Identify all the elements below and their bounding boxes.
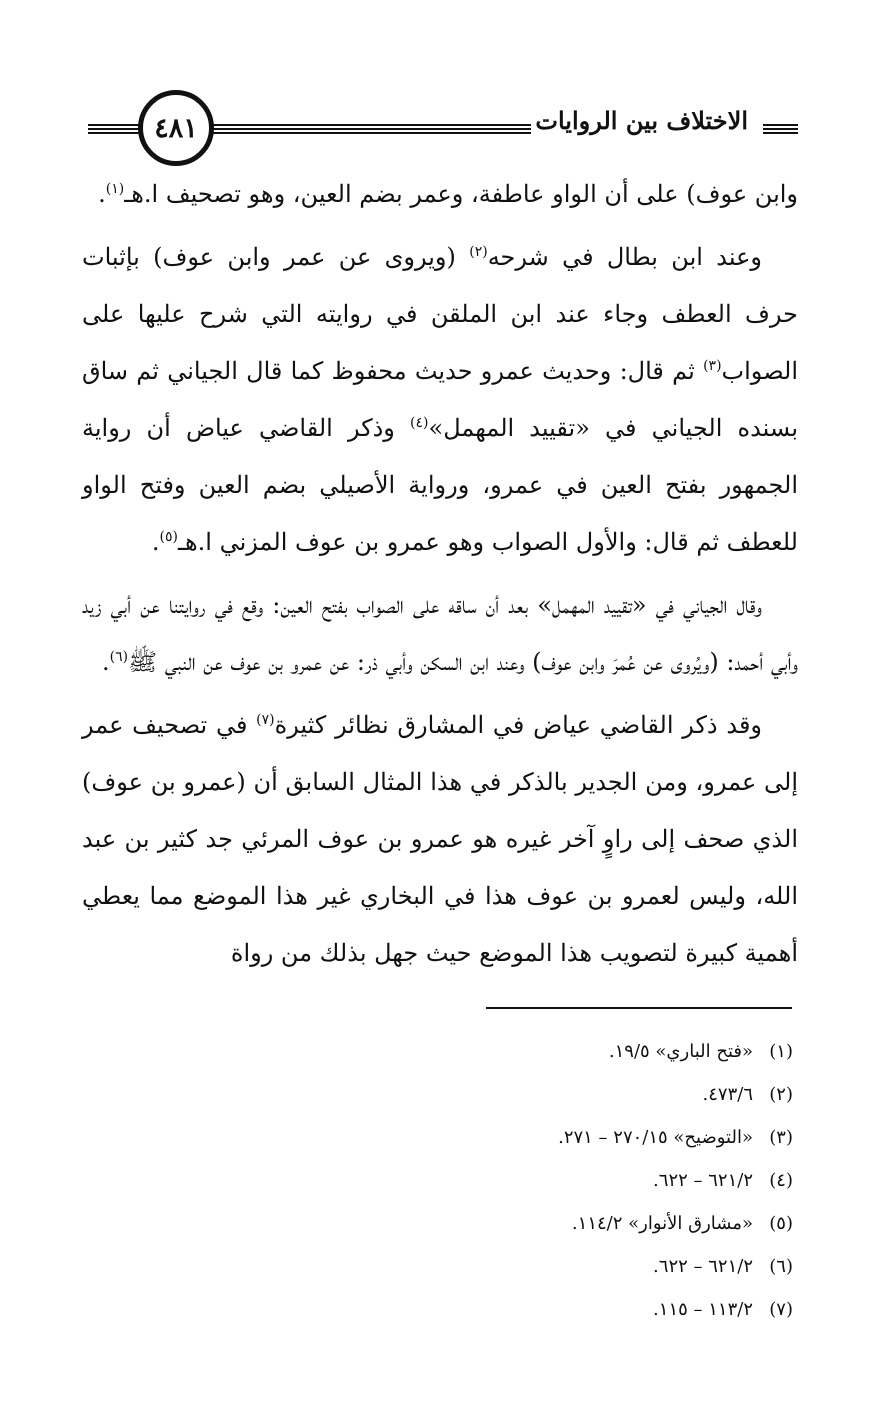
footnote-item [293,1159,793,1202]
footnote-number: (١) [769,1041,793,1062]
footnote-text: ٦٢١/٢ – ٦٢٢. [653,1170,753,1191]
text-segment: وعند ابن بطال في شرحه [487,243,762,271]
text-segment: وقد ذكر القاضي عياض في المشارق نظائر كثيرة [274,711,762,739]
footnote-item [293,1202,793,1245]
text-segment: في تصحيف عمر إلى عمرو، ومن الجدير بالذكر في هذا المثال السابق أن (عمرو بن عوف) الذي صحف إلى راوٍ آخر غيره هو عمرو بن عوف المرئي جد كثير بن عبد الله، وليس لعمرو بن عوف هذا في البخاري غير هذا الموضع مما يعطي أهمية كبيرة لتصويب هذا الموضع حيث جهل بذلك من رواة [82,711,798,967]
footnote-ref[interactable]: (٦) [109,649,129,665]
paragraph-3 [82,577,798,691]
text-segment: . [101,648,110,676]
footnote-text: «فتح الباري» ١٩/٥. [608,1041,753,1062]
footnote-text: «التوضيح» ٢٧٠/١٥ – ٢٧١. [558,1127,753,1148]
text-segment: ثم قال: وحديث عمرو حديث محفوظ كما قال الجياني ثم ساق بسنده الجياني في «تقييد المهمل» [82,357,799,442]
text-segment: . [98,180,106,208]
header-rule-left [88,124,140,134]
footnote-ref[interactable]: (٧) [256,712,275,728]
text-segment: وذكر القاضي عياض أن رواية الجمهور بفتح العين في عمرو، ورواية الأصيلي بضم العين وفتح الواو للعطف ثم قال: والأول الصواب وهو عمرو بن عوف المزني ا.هـ [82,414,798,556]
text-segment: وقال الجياني في «تقييد المهمل» بعد أن ساقه على الصواب بفتح العين: وقع في روايتنا عن أبي زيد وأبي أحمد: (ويُروى عن عُمرَ وابن عوف) وعند ابن السكن وأبي ذر: عن عمرو بن عوف عن النبي ﷺ [82,591,798,676]
footnote-number: (٣) [769,1127,793,1148]
paragraph-4 [82,697,798,982]
footnote-item [293,1116,793,1159]
footnote-number: (٤) [769,1170,793,1191]
footnote-text: ٤٧٣/٦. [702,1084,753,1105]
text-segment: (ويروى عن عمر وابن عوف) بإثبات حرف العطف وجاء عند ابن الملقن في روايته التي شرح عليها على الصواب [82,243,799,385]
paragraph-1 [82,166,798,223]
footnote-ref[interactable]: (١) [105,181,125,197]
footnote-number: (٧) [769,1299,793,1320]
footnote-ref[interactable]: (٣) [703,358,722,374]
footnote-item [293,1288,793,1331]
footnote-separator [486,1007,792,1009]
header-rule-right [763,124,798,134]
footnote-item [293,1073,793,1116]
footnote-ref[interactable]: (٤) [410,415,429,431]
main-text [82,166,798,982]
text-segment: وابن عوف) على أن الواو عاطفة، وعمر بضم العين، وهو تصحيف ا.هـ [124,180,798,208]
footnote-item [293,1245,793,1288]
footnote-item [293,1030,793,1073]
footnote-number: (٢) [769,1084,793,1105]
running-title: الاختلاف بين الروايات [531,106,752,135]
footnote-ref[interactable]: (٥) [159,529,178,545]
footnote-number: (٦) [769,1256,793,1277]
footnote-ref[interactable]: (٢) [469,244,488,260]
text-segment: . [151,528,160,556]
footnotes-list [293,1030,793,1331]
footnote-text: «مشارق الأنوار» ١١٤/٢. [571,1213,753,1234]
footnote-text: ١١٣/٢ – ١١٥. [653,1299,753,1320]
paragraph-2 [82,229,798,571]
page-number: ٤٨١ [138,90,214,166]
footnote-number: (٥) [769,1213,793,1234]
footnote-text: ٦٢١/٢ – ٦٢٢. [653,1256,753,1277]
running-header [88,84,798,176]
